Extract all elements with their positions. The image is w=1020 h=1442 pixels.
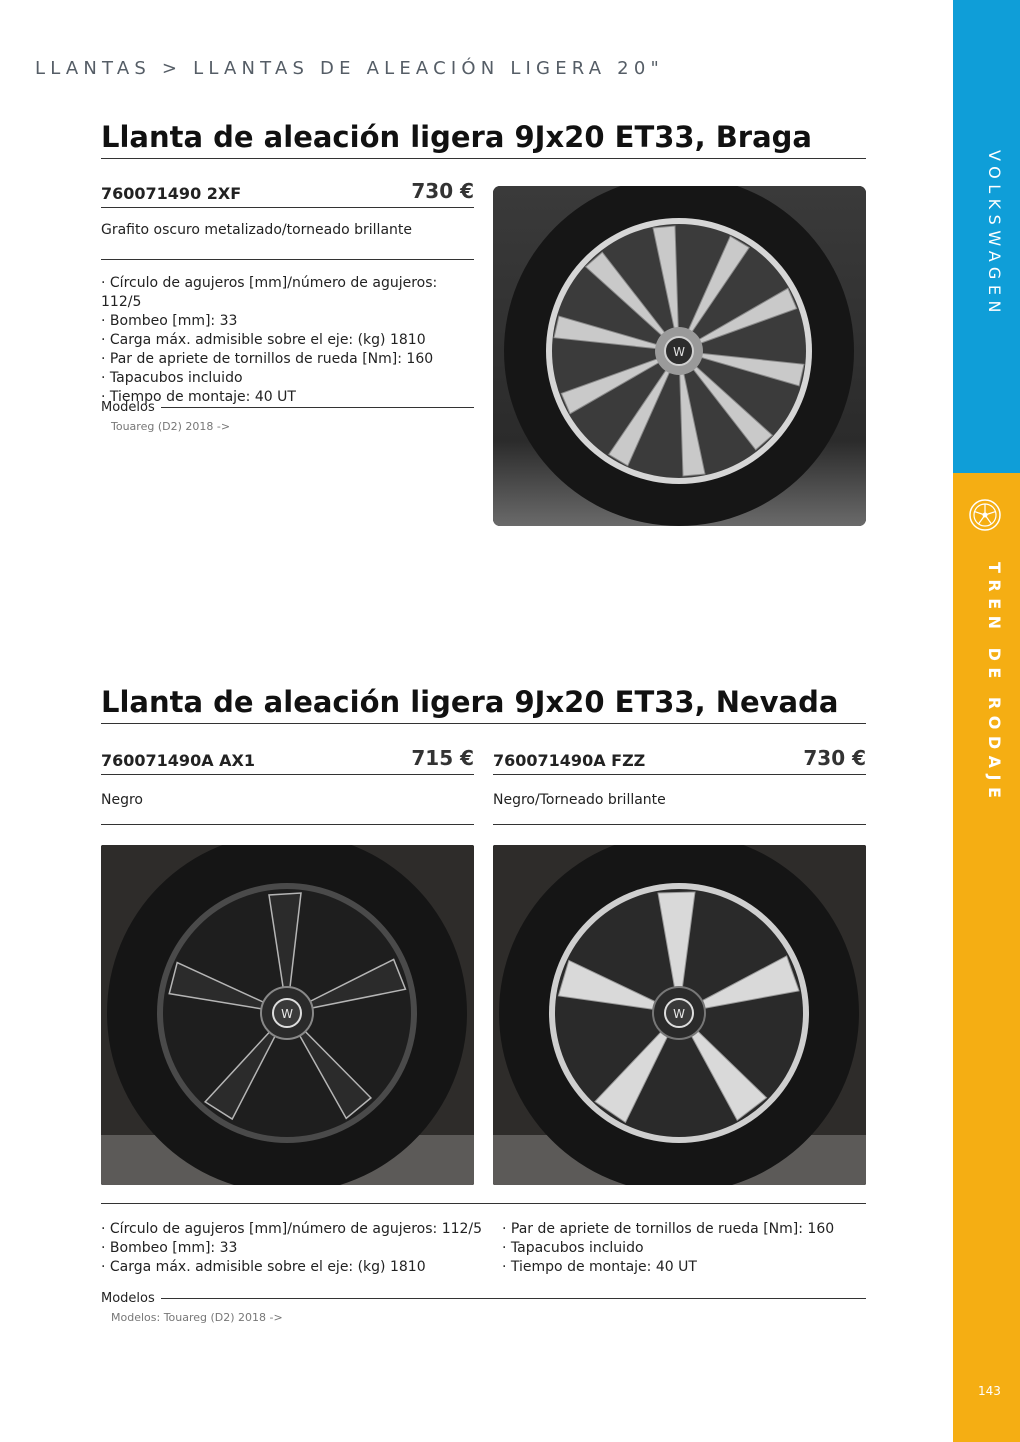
nevada-variant-1-description: Negro bbox=[101, 792, 474, 825]
svg-text:W: W bbox=[673, 1007, 685, 1021]
sidebar-brand-label: VOLKSWAGEN bbox=[985, 150, 1004, 318]
spec-item: · Par de apriete de tornillos de rueda [Nm]: 160 bbox=[502, 1220, 862, 1239]
spec-item: · Tapacubos incluido bbox=[502, 1239, 862, 1258]
spec-item: · Círculo de agujeros [mm]/número de agujeros: 112/5 bbox=[101, 1220, 491, 1239]
spec-item: · Tiempo de montaje: 40 UT bbox=[101, 388, 481, 407]
breadcrumb: LLANTAS > LLANTAS DE ALEACIÓN LIGERA 20" bbox=[35, 58, 664, 79]
nevada-variant-2-part-number: 760071490A FZZ bbox=[493, 751, 646, 770]
page-number: 143 bbox=[978, 1384, 1001, 1398]
nevada-title: Llanta de aleación ligera 9Jx20 ET33, Nevada bbox=[101, 685, 866, 724]
spec-item: · Bombeo [mm]: 33 bbox=[101, 1239, 491, 1258]
braga-wheel-photo bbox=[493, 186, 866, 526]
braga-specs-list bbox=[101, 274, 481, 407]
spec-item: · Tapacubos incluido bbox=[101, 369, 481, 388]
sidebar-section-label: TREN DE RODAJE bbox=[985, 562, 1004, 805]
nevada-specs-left bbox=[101, 1220, 491, 1277]
braga-header bbox=[101, 178, 474, 208]
nevada-variant-1-part-number: 760071490A AX1 bbox=[101, 751, 255, 770]
spec-item: · Carga máx. admisible sobre el eje: (kg) 1810 bbox=[101, 1258, 491, 1277]
braga-part-number: 760071490 2XF bbox=[101, 184, 242, 203]
nevada-variant-1-price: 715 € bbox=[411, 746, 474, 770]
spec-item: · Círculo de agujeros [mm]/número de agujeros: 112/5 bbox=[101, 274, 481, 312]
nevada-variant-2-description: Negro/Torneado brillante bbox=[493, 792, 866, 825]
models-label-text: Modelos bbox=[101, 400, 155, 415]
wheel-icon bbox=[968, 498, 1002, 532]
braga-price: 730 € bbox=[411, 179, 474, 203]
braga-models: Touareg (D2) 2018 -> bbox=[111, 420, 231, 433]
spec-item: · Par de apriete de tornillos de rueda [Nm]: 160 bbox=[101, 350, 481, 369]
braga-description: Grafito oscuro metalizado/torneado brillante bbox=[101, 222, 474, 260]
braga-title: Llanta de aleación ligera 9Jx20 ET33, Braga bbox=[101, 120, 866, 159]
svg-text:W: W bbox=[673, 345, 685, 359]
spec-item: · Carga máx. admisible sobre el eje: (kg) 1810 bbox=[101, 331, 481, 350]
spec-item: · Tiempo de montaje: 40 UT bbox=[502, 1258, 862, 1277]
svg-text:W: W bbox=[281, 1007, 293, 1021]
nevada-black-wheel-photo bbox=[101, 845, 474, 1185]
nevada-models: Modelos: Touareg (D2) 2018 -> bbox=[111, 1311, 283, 1324]
nevada-models-label bbox=[101, 1291, 866, 1306]
nevada-polished-wheel-photo bbox=[493, 845, 866, 1185]
braga-models-label bbox=[101, 400, 474, 415]
nevada-variant-1-header bbox=[101, 745, 474, 775]
nevada-specs-right bbox=[502, 1220, 862, 1277]
nevada-variant-2-price: 730 € bbox=[803, 746, 866, 770]
nevada-variant-2-header bbox=[493, 745, 866, 775]
divider bbox=[101, 1203, 866, 1204]
models-label-text: Modelos bbox=[101, 1291, 155, 1306]
spec-item: · Bombeo [mm]: 33 bbox=[101, 312, 481, 331]
